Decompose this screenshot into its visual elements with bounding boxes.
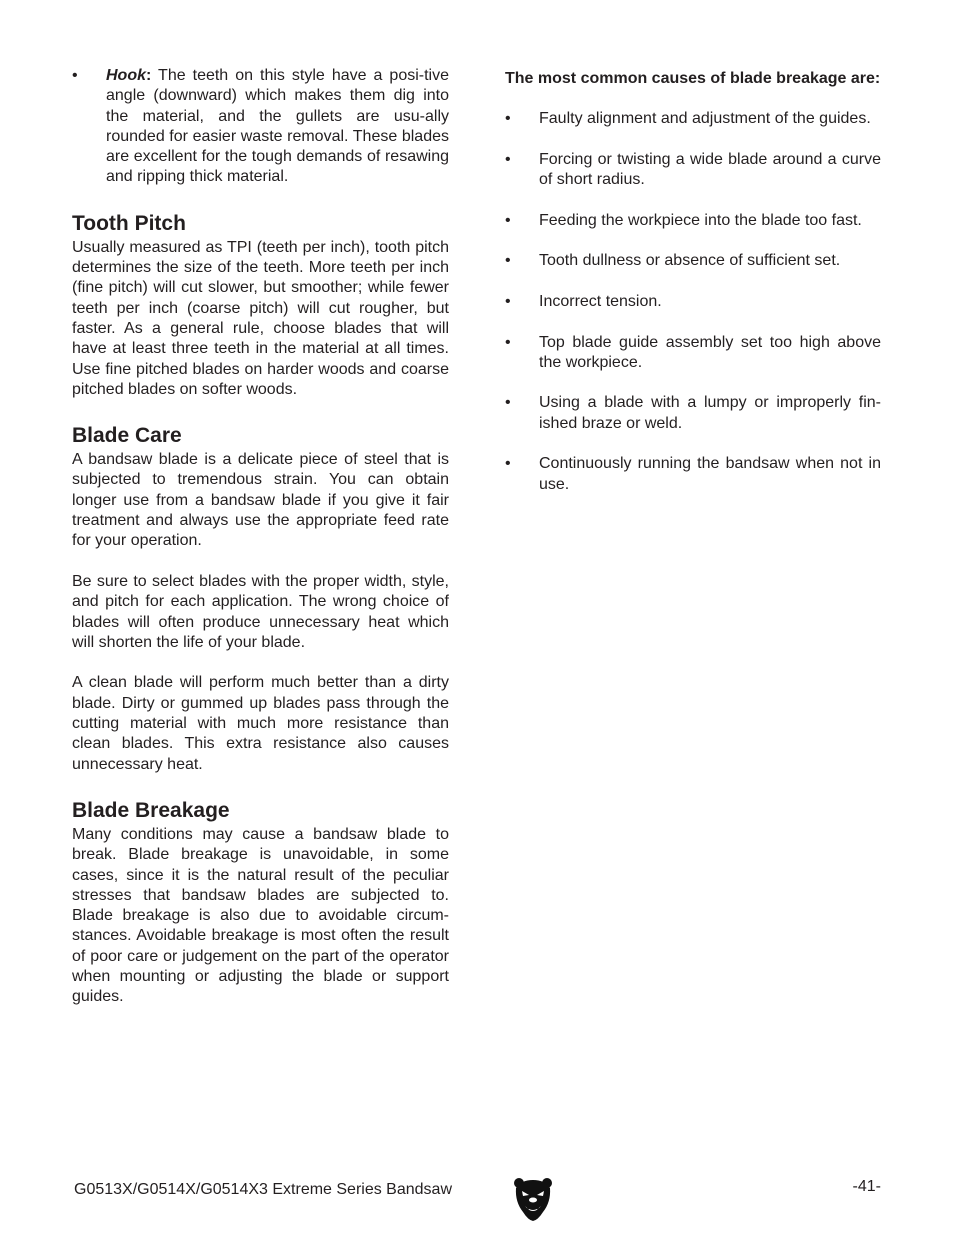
breakage-causes-intro: The most common causes of blade breakage are:: [505, 70, 881, 87]
tooth-pitch-body: Usually measured as TPI (teeth per inch), tooth pitch determines the size of the teeth. More teeth per inch (fine pitch) will cut slower, but smoother; while fewer teeth per inch (coarse pitch) will cut rougher, but faster. As a general rule, choose blades that will have at least three teeth in the material at all times. Use fine pitched blades on harder woods and coarse pitched blades on softer woods.: [72, 238, 449, 398]
list-item: • Tooth dullness or absence of sufficient set.: [505, 251, 881, 271]
hook-bullet-colon: :: [146, 67, 152, 84]
footer-model-name: G0513X/G0514X/G0514X3 Extreme Series Bandsaw: [74, 1181, 452, 1198]
page-number: -41-: [852, 1178, 881, 1195]
list-item: • Faulty alignment and adjustment of the guides.: [505, 109, 881, 129]
hook-bullet-text: The teeth on this style have a posi-tive angle (downward) which makes them dig into the material, and the gullets are usu-ally rounded for easier waste removal. These blades are excellent for the tough demands of resawing and ripping thick material.: [106, 67, 449, 186]
blade-care-paragraph-2: Be sure to select blades with the proper width, style, and pitch for each application. The wrong choice of blades will often produce unnecessary heat which will shorten the life of your blade.: [72, 572, 449, 651]
blade-breakage-heading: Blade Breakage: [72, 798, 230, 822]
list-item: • Using a blade with a lumpy or improperly fin-ished braze or weld.: [505, 393, 881, 434]
list-item: • Top blade guide assembly set too high above the workpiece.: [505, 333, 881, 374]
blade-breakage-body: Many conditions may cause a bandsaw blade to break. Blade breakage is unavoidable, in some cases, since it is the natural result of the peculiar stresses that bandsaw blades are subjected to. Blade breakage is also due to avoidable circum-stances. Avoidable breakage is most often the result of poor care or judgement on the part of the operator when mounting or adjusting the blade or support guides.: [72, 825, 449, 1006]
hook-bullet-lead: Hook: [106, 67, 146, 84]
blade-care-paragraph-1: A bandsaw blade is a delicate piece of steel that is subjected to tremendous strain. You can obtain longer use from a bandsaw blade if you give it fair treatment and always use the appropriate feed rate for your operation.: [72, 451, 449, 550]
tooth-pitch-heading: Tooth Pitch: [72, 211, 186, 235]
hook-bullet: [72, 66, 449, 188]
list-item: • Feeding the workpiece into the blade too fast.: [505, 211, 881, 231]
list-item: • Incorrect tension.: [505, 292, 881, 312]
blade-care-paragraph-3: A clean blade will perform much better than a dirty blade. Dirty or gummed up blades pass through the cutting material with much more resistance than clean blades. This extra resistance also causes unnecessary heat.: [72, 674, 449, 773]
bear-head-icon: [513, 1176, 553, 1222]
list-item: • Continuously running the bandsaw when not in use.: [505, 454, 881, 495]
breakage-causes-list: [505, 109, 881, 495]
blade-care-heading: Blade Care: [72, 424, 182, 448]
list-item: • Forcing or twisting a wide blade around a curve of short radius.: [505, 150, 881, 191]
right-column: [505, 66, 881, 515]
left-column: [72, 66, 449, 1008]
